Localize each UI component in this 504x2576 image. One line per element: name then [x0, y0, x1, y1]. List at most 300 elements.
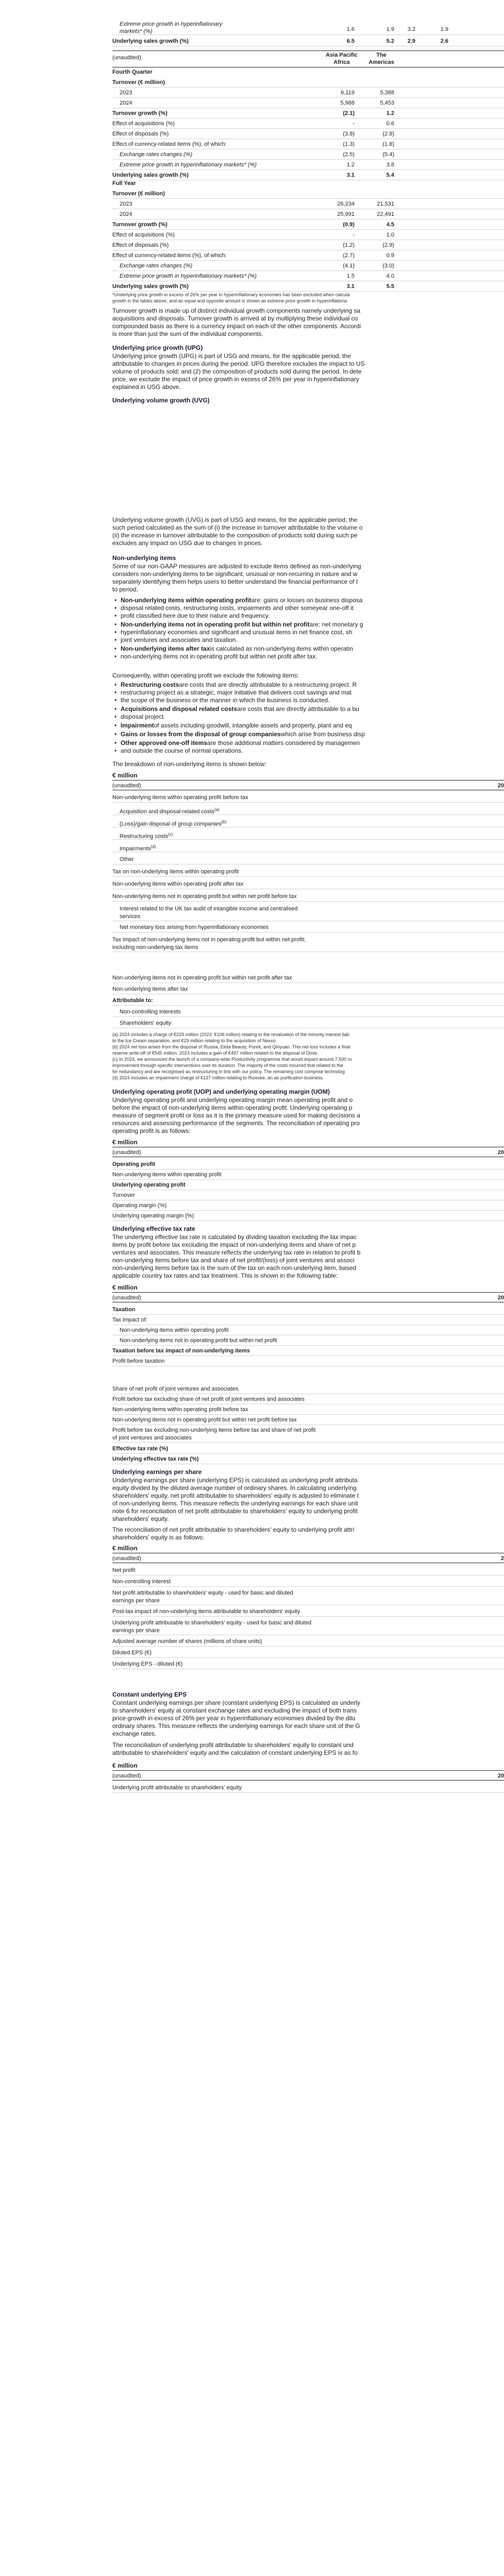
table-row	[112, 1577, 504, 1587]
unit-label: € million	[112, 1762, 138, 1769]
row-label-text: Interest related to the UK tax audit of intangible income and centralised	[120, 906, 298, 912]
row-label-text: Underlying operating margin (%)	[112, 1213, 194, 1219]
table-row	[112, 250, 504, 261]
row-label-text: 2024	[120, 100, 132, 106]
footnote: to the Ice Cream separation, and €29 million relating to the acquisition of Nexxo.	[112, 1038, 277, 1043]
paragraph-line: such period calculated as the sum of (i) the increase in turnover attributable to the volume o	[112, 524, 363, 531]
cell-value: 2.9	[407, 38, 415, 44]
cell-value: 0.6	[386, 121, 394, 127]
cell-value: 0.9	[386, 252, 394, 259]
row-label	[112, 1659, 182, 1669]
table-row	[112, 160, 504, 170]
row-label	[120, 1325, 229, 1335]
table-row	[112, 230, 504, 240]
row-label-text: Non-underlying items within operating profit	[120, 1327, 229, 1333]
bullet-line	[121, 636, 504, 644]
table-header-row	[112, 1770, 504, 1781]
cell-value: 4.5	[386, 222, 394, 228]
table-row	[112, 1346, 504, 1356]
row-label	[112, 792, 248, 803]
row-label-text: Acquisition and disposal-related costs	[120, 808, 215, 815]
unaudited-label: (unaudited)	[112, 1555, 141, 1562]
row-label-text: Turnover growth (%)	[112, 222, 167, 228]
row-label-text: earnings per share	[112, 1628, 160, 1634]
row-label	[120, 829, 173, 842]
paragraph-line: Turnover growth is made up of distinct individual growth components namely underlying sa	[112, 307, 361, 314]
cell-value: 25,991	[337, 211, 355, 217]
row-label	[112, 1648, 152, 1658]
bullet-line	[121, 689, 504, 697]
table-row	[112, 1190, 504, 1200]
cell-value: (1.2)	[343, 242, 355, 248]
row-label	[112, 129, 169, 139]
row-label-text: Non-underlying items within operating profit	[112, 1172, 222, 1178]
row-label-text: Shareholders' equity	[120, 1020, 171, 1026]
bullet-text: disposal related costs, restructuring costs, impairments and other someyear one-off it	[121, 604, 354, 612]
cell-value: 5.2	[386, 38, 394, 44]
table-row	[112, 891, 504, 902]
row-label	[112, 1211, 194, 1221]
cell-value: 1.2	[386, 110, 394, 116]
cell-value: (2.8)	[382, 131, 394, 137]
row-label	[120, 88, 132, 98]
cell-value: (3.0)	[382, 263, 394, 269]
bullet-text: are: net monetary g	[309, 621, 363, 628]
paragraph-line: Underlying volume growth (UVG) is part of USG and means, for the applicable period, the	[112, 516, 358, 523]
section-heading-upg: Underlying price growth (UPG)	[112, 344, 203, 351]
row-label-text: Restructuring costs	[120, 833, 169, 840]
row-label	[112, 1304, 135, 1315]
row-label-text: Underlying EPS - diluted (€)	[112, 1661, 183, 1667]
row-label-text: 2023	[120, 90, 132, 96]
paragraph-line: compounded basis as there is a currency impact on each of the other components. Accordi	[112, 323, 361, 330]
paragraph-line: to shareholders' equity at constant exchange rates and excluding the impact of both trans	[112, 1707, 357, 1714]
row-label	[112, 77, 165, 88]
bullet-line	[281, 731, 504, 738]
row-label	[112, 189, 165, 199]
row-label	[120, 98, 132, 108]
column-header-line: Americas	[368, 59, 394, 65]
cell-value: 6.5	[346, 38, 355, 44]
cell-value: (1.3)	[343, 141, 355, 147]
column-header-asia	[324, 52, 360, 66]
bullet-line	[121, 747, 504, 755]
row-label-text: Underlying profit attributable to shareholders' equity	[112, 1785, 242, 1791]
table-row	[112, 879, 504, 889]
paragraph-line: price growth in excess of 26% per year in hyperinflationary economies divided by the dilu	[112, 1715, 356, 1722]
paragraph-line: shareholders' equity, net profit attributable to shareholders' equity is adjusted to eliminate t	[112, 1492, 359, 1499]
bullet-line	[154, 722, 504, 730]
row-label	[112, 891, 297, 902]
table-row	[112, 209, 504, 219]
bullet-line	[121, 713, 504, 721]
footnote: reserve write-off of €545 million. 2023 includes a gain of €497 million related to the disposal of Dove.	[112, 1050, 318, 1056]
cell-value: 6,119	[341, 90, 355, 96]
cell-value: -	[352, 232, 355, 238]
cell-value: (1.8)	[382, 141, 394, 147]
bullet-text: joint ventures and associates and taxation.	[121, 636, 238, 643]
bullet-text: which arise from business disp	[280, 731, 365, 738]
row-label	[120, 21, 222, 35]
unit-label: € million	[112, 1139, 138, 1146]
row-label	[120, 842, 156, 854]
row-label	[112, 1200, 166, 1211]
table-row	[112, 1335, 504, 1346]
row-label-text: Effect of acquisitions (%)	[112, 121, 175, 127]
bullet-text: is calculated as non-underlying items within operatin	[210, 645, 353, 652]
table-row	[112, 199, 504, 209]
row-label-text: of joint ventures and associates	[112, 1435, 192, 1441]
bullet-term: Gains or losses from the disposal of group companies	[121, 731, 281, 738]
row-label-text: Non-underlying items not in operating profit but within net profit before tax	[112, 893, 297, 900]
row-label	[120, 817, 226, 829]
paragraph-line: attributable to shareholders' equity and the calculation of constant underlying EPS is as fo	[112, 1749, 358, 1756]
paragraph-line: acquisitions and disposals. Turnover growth is arrived at by multiplying these individual co	[112, 315, 358, 322]
paragraph-line: Underlying price growth (UPG) is part of USG and means, for the applicable period, the	[112, 352, 351, 360]
unaudited-label: (unaudited)	[112, 783, 141, 789]
bullet-text: hyperinflationary economies and significant and unusual items in net finance cost, sh	[121, 629, 352, 636]
table-row	[112, 817, 504, 827]
row-label	[112, 139, 227, 149]
bullet-line	[237, 705, 504, 713]
table-row	[112, 1783, 504, 1793]
table-row	[112, 984, 504, 994]
bullet-line	[121, 604, 504, 612]
row-label-line1: Extreme price growth in hyperinflationary	[120, 21, 223, 27]
row-label	[112, 1190, 135, 1200]
bullet-text: and outside the course of normal operations.	[121, 747, 243, 754]
row-label-text: Other	[120, 856, 134, 862]
table-row	[112, 118, 504, 129]
table-row	[112, 1444, 504, 1454]
bullet-term: Restructuring costs	[121, 681, 179, 688]
table-row	[112, 149, 504, 160]
unaudited-label: (unaudited)	[112, 1773, 141, 1779]
row-label-text: Post-tax impact of non-underlying items attributable to shareholders' equity	[112, 1608, 300, 1615]
paragraph-line: Some of our non-GAAP measures are adjusted to exclude items defined as non-underlying	[112, 563, 361, 570]
row-label-text: Non-controlling interests	[120, 1009, 181, 1015]
row-label	[120, 149, 192, 160]
row-label	[120, 160, 257, 170]
row-label	[112, 1565, 136, 1575]
paragraph-line: considers non-underlying items to be significant, unusual or non-recurring in nature and w	[112, 570, 358, 578]
cell-value: 3.1	[346, 283, 355, 290]
table-row	[112, 1384, 504, 1394]
cell-value: 3.1	[346, 172, 355, 178]
row-label	[120, 271, 257, 281]
paragraph-line: ventures and associates. This measure reflects the underlying tax rate in relation to profit b	[112, 1249, 361, 1256]
row-label-text: Non-underlying items not in operating profit but within net profit before tax	[112, 1417, 297, 1423]
paragraph-line: before the impact of non-underlying items within operating profit. Underlying operating p	[112, 1104, 352, 1111]
paragraph-line: shareholders' equity is as follows:	[112, 1534, 205, 1541]
bullet-line	[121, 653, 504, 660]
cell-value: 21,531	[377, 201, 394, 207]
row-label-text: Turnover growth (%)	[112, 110, 167, 116]
table-row	[112, 995, 504, 1006]
paragraph-line: (ii) the increase in turnover attributable to the composition of products sold during such pe	[112, 532, 358, 539]
row-label-text: Taxation before tax impact of non-underlying items	[112, 1348, 250, 1354]
bullet-term: Non-underlying items after tax	[121, 645, 210, 652]
row-label-text: Non-underlying items within operating profit before tax	[112, 794, 248, 801]
paragraph-line: non-underlying items before tax and share of net profit/(loss) of joint ventures and associ	[112, 1257, 355, 1264]
row-label-text: 2023	[120, 201, 132, 207]
row-label-text: including non-underlying tax items	[112, 944, 198, 951]
row-label: Underlying sales growth (%)	[112, 38, 189, 44]
bullet-text: the scope of the business or the manner in which the business is conducted.	[121, 697, 330, 704]
row-label-text: Turnover (€ million)	[112, 79, 165, 86]
row-label	[112, 1619, 311, 1635]
column-header-line: Africa	[333, 59, 350, 65]
row-label-text: Profit before tax excluding non-underlying items before tax and share of net profit	[112, 1427, 316, 1433]
paragraph-line: The breakdown of non-underlying items is shown below:	[112, 760, 266, 768]
row-label-text: Underlying operating profit	[112, 1182, 186, 1188]
row-label	[120, 1335, 277, 1346]
row-label-text: Effect of currency-related items (%), of which:	[112, 141, 227, 147]
row-label-text: Non-underlying items within operating profit before tax	[112, 1406, 248, 1413]
bullet-text: are costs that are directly attributable to a bu	[237, 705, 359, 713]
row-label-text: Effective tax rate (%)	[112, 1446, 169, 1452]
row-label-text: Adjusted average number of shares (millions of share units)	[112, 1638, 262, 1645]
table-row	[112, 973, 504, 983]
paragraph-line: to period.	[112, 586, 139, 593]
row-label	[120, 854, 134, 865]
cell-value: (2.9)	[382, 242, 394, 248]
row-label-text: Effect of disposals (%)	[112, 131, 169, 137]
cell-value: 1.2	[346, 162, 355, 168]
row-label	[112, 230, 175, 240]
row-label-text: Tax impact of:	[112, 1317, 147, 1323]
table-row	[112, 189, 504, 199]
table-row	[112, 170, 504, 180]
cell-value: (0.9)	[343, 222, 355, 228]
table-row	[112, 1356, 504, 1366]
bullet-line	[207, 739, 504, 747]
cell-value: 1.9	[440, 26, 448, 32]
row-label	[112, 867, 239, 877]
year-header: 20	[497, 783, 504, 789]
table-row	[112, 1648, 504, 1658]
table-row	[112, 1636, 504, 1647]
footnote: (d) 2024 includes an impairment charge of €137 million relating to Ricesee, an air purification business.	[112, 1075, 324, 1080]
bullet-term: Non-underlying items not in operating profit but within net profit	[121, 621, 310, 628]
footnote: *Underlying price growth in excess of 26% per year in hyperinflationary economies has been excluded when calcula	[112, 292, 350, 297]
section-heading-eps: Underlying earnings per share	[112, 1468, 202, 1476]
row-label	[112, 1415, 297, 1425]
row-label-text: Net profit attributable to shareholders' equity - used for basic and diluted	[112, 1590, 293, 1596]
unaudited-label: (unaudited)	[112, 1149, 141, 1156]
table-row	[112, 139, 504, 149]
row-label	[120, 209, 132, 219]
unaudited-label: (unaudited)	[112, 1295, 141, 1301]
row-label	[112, 1444, 168, 1454]
row-label-text: Extreme price growth in hyperinflationary markets* (%)	[120, 162, 257, 168]
row-label-text: Tax impact of non-underlying items not in operating profit but within net profit;	[112, 937, 306, 943]
row-label-text: services	[120, 913, 141, 920]
table-row	[112, 20, 504, 35]
table-row	[112, 1200, 504, 1211]
section-heading-non-underlying: Non-underlying items	[112, 554, 176, 562]
footnote: for redundancy and are recognised as restructuring in line with our policy. The remaining cost comprise technolog	[112, 1069, 345, 1074]
unit-label: € million	[112, 1545, 138, 1552]
row-label	[112, 1384, 239, 1394]
bullet-text: non-underlying items not in operating profit but within net profit after tax.	[121, 653, 317, 660]
table-row	[112, 98, 504, 108]
paragraph-line: Consequently, within operating profit we exclude the following items:	[112, 672, 299, 679]
table-row	[112, 1404, 504, 1415]
row-label-text: Effect of currency-related items (%), of which:	[112, 252, 227, 259]
cell-value: (5.4)	[382, 151, 394, 158]
bullet-text: profit classified here due to their nature and frequency.	[121, 612, 270, 619]
row-label	[112, 1783, 242, 1793]
section-heading-etr: Underlying effective tax rate	[112, 1225, 195, 1232]
cell-value: 3.8	[386, 162, 394, 168]
footnote: (a) 2024 includes a charge of €229 million (2023: €106 million) relating to the revaluation of the minority interest liab	[112, 1032, 349, 1037]
row-label	[112, 1170, 222, 1180]
table-row	[112, 1211, 504, 1221]
table-row	[112, 904, 504, 921]
paragraph-line: resources and assessing performance of the segments. The reconciliation of operating pro	[112, 1120, 360, 1127]
year-header: 20	[497, 1295, 504, 1301]
bullet-line	[210, 645, 504, 653]
row-label	[112, 1346, 250, 1356]
table-header-row	[112, 780, 504, 790]
cell-value: (2.7)	[343, 252, 355, 259]
row-label	[112, 118, 175, 129]
cell-value: 1.5	[346, 273, 355, 279]
paragraph-line: volume of products sold; and (2) the composition of products sold during the period. In dete	[112, 368, 362, 375]
cell-value: 5,388	[380, 90, 394, 96]
table-row	[112, 1007, 504, 1017]
table-row	[112, 842, 504, 852]
unit-label: € million	[112, 772, 138, 779]
cell-value: 26,234	[337, 201, 355, 207]
row-label	[112, 995, 153, 1006]
row-label	[112, 250, 227, 261]
year-header: 20	[497, 1149, 504, 1156]
row-label	[112, 1404, 248, 1415]
row-label	[112, 1589, 293, 1605]
row-label-text: Non-underlying items not in operating profit but within net profit after tax	[112, 975, 292, 981]
row-label	[112, 240, 169, 250]
row-label	[112, 1606, 300, 1617]
unit-label: € million	[112, 1284, 138, 1291]
row-label	[112, 1356, 165, 1366]
bullet-line	[179, 681, 504, 689]
row-label	[112, 1577, 171, 1587]
row-label-text: Effect of acquisitions (%)	[112, 232, 175, 238]
row-label	[112, 1180, 186, 1190]
row-label-text: Diluted EPS (€)	[112, 1650, 152, 1656]
table-row	[112, 1588, 504, 1605]
paragraph-line: note 6 for reconciliation of net profit attributable to shareholders' equity to underlying profit	[112, 1507, 358, 1515]
row-label-text: Share of net profit of joint ventures and associates	[112, 1386, 239, 1392]
paragraph-line: measure of segment profit or loss as it is the primary measure used for making decisions a	[112, 1112, 360, 1119]
row-label-text: Exchange rates changes (%)	[120, 263, 193, 269]
bullet-text: are those additional matters considered by managemen	[207, 739, 360, 747]
paragraph-line: Underlying operating profit and underlying operating margin mean operating profit and o	[112, 1096, 353, 1104]
row-label-text: Non-controlling interest	[112, 1579, 171, 1585]
row-label	[120, 199, 132, 209]
table-row	[112, 922, 504, 933]
paragraph-line: Constant underlying earnings per share (constant underlying EPS) is calculated as underly	[112, 1699, 360, 1706]
paragraph-line: operating profit is as follows:	[112, 1127, 191, 1134]
row-label	[112, 1427, 315, 1442]
cell-value: 1.0	[386, 232, 394, 238]
bullet-line	[121, 612, 504, 620]
cell-value: 5.4	[386, 172, 394, 178]
footnote: growth in the tables above, and an equal and opposite amount is shown as extreme price growth in hyperinflationa	[112, 298, 347, 303]
table-row	[112, 240, 504, 250]
row-label-text: Operating margin (%)	[112, 1202, 167, 1209]
bullet-term: Acquisitions and disposal related costs	[121, 705, 238, 713]
row-label-text: Underlying sales growth (%)	[112, 283, 189, 290]
cell-value: (4.1)	[343, 263, 355, 269]
table-row	[112, 88, 504, 98]
table-row	[112, 219, 504, 230]
cell-value: 22,491	[377, 211, 394, 217]
table-row	[112, 129, 504, 139]
row-label-text: Non-underlying items after tax	[112, 986, 188, 992]
bullet-line	[310, 621, 504, 629]
row-label-text: 2024	[120, 211, 132, 217]
table-header-row	[112, 1147, 504, 1157]
unaudited-label: (unaudited)	[112, 55, 141, 61]
bullet-line	[121, 697, 504, 704]
table-row	[112, 1618, 504, 1635]
bullet-text: are: gains or losses on business disposa	[251, 597, 363, 604]
row-label-text: (Loss)/gain disposal of group companies	[120, 821, 222, 827]
table-row	[112, 36, 504, 46]
column-header-line: Asia Pacific	[326, 52, 358, 58]
table-row	[112, 829, 504, 840]
row-label	[112, 170, 189, 180]
table-row	[112, 1565, 504, 1575]
paragraph-line: exchange rates.	[112, 1730, 157, 1737]
bullet-text: restructuring project as a strategic, major initiative that delivers cost savings and mat	[121, 689, 352, 696]
paragraph-line: of non-underlying items. This measure reflects the underlying earnings for each share unit	[112, 1500, 358, 1507]
row-label-text: earnings per share	[112, 1598, 160, 1604]
row-label	[112, 1454, 199, 1464]
paragraph-line: is more than just the sum of the individual components.	[112, 330, 263, 337]
paragraph-line: items by profit before tax excluding the impact of non-underlying items and share of net p	[112, 1241, 356, 1248]
table-row	[112, 1425, 504, 1443]
table-header-row	[112, 1292, 504, 1302]
table-row	[112, 1394, 504, 1404]
column-header-americas	[363, 52, 399, 66]
paragraph-line: attributable to changes in prices during the period. UPG therefore excludes the impact to US	[112, 360, 365, 367]
row-label-text: Turnover	[112, 1192, 135, 1198]
row-label-text: Extreme price growth in hyperinflationary markets* (%)	[120, 273, 257, 279]
paragraph-line: shareholders' equity.	[112, 1515, 169, 1522]
section-heading-uop: Underlying operating profit (UOP) and underlying operating margin (UOM)	[112, 1088, 330, 1095]
cell-value: 1.6	[346, 26, 355, 32]
divider	[112, 50, 504, 51]
paragraph-line: Underlying earnings per share (underlying EPS) is calculated as underlying profit attributa	[112, 1477, 358, 1484]
table-row	[112, 792, 504, 803]
table-row	[112, 1170, 504, 1180]
footnote-ref: (a)	[214, 807, 220, 812]
table-row	[112, 1315, 504, 1325]
table-row	[112, 1325, 504, 1335]
row-label-text: Taxation	[112, 1307, 136, 1313]
section-label-full-year: Full Year	[112, 180, 136, 187]
row-label	[112, 936, 306, 952]
row-label	[112, 1636, 262, 1647]
table-row	[112, 1415, 504, 1425]
cell-value: (2.5)	[343, 151, 355, 158]
cell-value: 2.6	[440, 38, 448, 44]
bullet-line	[121, 629, 504, 636]
